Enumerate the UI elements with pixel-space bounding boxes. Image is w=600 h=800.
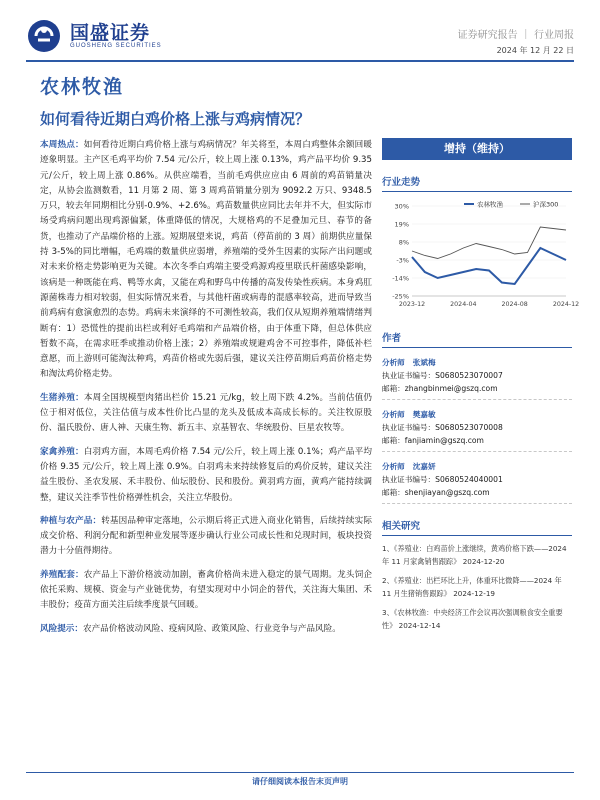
- author-email[interactable]: 邮箱：zhangbinmei@gszq.com: [382, 384, 498, 393]
- section-supporting: [40, 568, 372, 614]
- logo-icon: [26, 18, 62, 54]
- section-poultry: [40, 445, 372, 506]
- author-role: 分析师: [382, 358, 405, 367]
- x-tick-label: 2024-08: [501, 301, 528, 308]
- page-footer: 请仔细阅读本报告末页声明: [252, 777, 348, 786]
- sidebar: [382, 138, 580, 638]
- y-tick-label: -3%: [396, 256, 409, 265]
- related-section-title: 相关研究: [382, 518, 572, 536]
- company-logo: [26, 18, 166, 54]
- author-email[interactable]: 邮箱：fanjiamin@gszq.com: [382, 436, 484, 445]
- author-cert: 执业证书编号：S0680524040001: [382, 475, 503, 484]
- section-risk: [40, 622, 372, 637]
- section-label: 家禽养殖：: [40, 446, 84, 457]
- x-tick-label: 2023-12: [398, 301, 426, 308]
- author-email[interactable]: 邮箱：shenjiayan@gszq.com: [382, 488, 490, 497]
- report-subtitle: 如何看待近期白鸡价格上涨与鸡病情况？: [40, 110, 311, 128]
- section-text: 农产品价格波动风险、疫病风险、政策风险、行业竞争与产品风险。: [82, 623, 341, 634]
- report-date: 2024 年 12 月 22 日: [496, 46, 574, 55]
- section-text: 白羽鸡方面，本周毛鸡价格 7.54 元/公斤，较上周上涨 0.1%；鸡产品平均价格 9.35 元/公斤，较上周上涨 0.9%。白羽鸡未来持续修复后的鸡价反转，建议关注益生股份、圣农发展、禾丰股份、仙坛股份、民和股份。黄羽鸡方面，黄鸡产能持续调整，建议关注季节性价格弹性机会，关注立华股份。: [40, 446, 372, 503]
- section-hotspot: [40, 138, 372, 383]
- header-divider: [26, 60, 574, 62]
- section-text: 本周全国规模型肉猪出栏价 15.21 元/kg，较上周下跌 4.2%。当前估值仍位于相对低位，关注估值与成本性价比凸显的龙头及低成本高成长标的。关注牧原股份、温氏股份、唐人神、天康生物、新五丰、京基智农、华统股份、巨星农牧等。: [40, 392, 372, 434]
- author-name: 沈嘉妍: [412, 462, 436, 471]
- report-category: 证券研究报告 ｜ 行业周报: [457, 30, 574, 41]
- x-tick-label: 2024-04: [450, 301, 477, 308]
- y-tick-label: 30%: [394, 202, 409, 211]
- section-text: 农产品上下游价格波动加剧，畜禽价格尚未进入稳定的景气周期。龙头饲企依托采购、规模、资金与产业链优势，有望实现对中小饲企的替代，关注海大集团、禾丰股份；疫苗方面关注后续季度景气回暖。: [40, 569, 372, 611]
- rating-badge: 增持（维持）: [382, 138, 572, 160]
- section-label: 种植与农产品：: [40, 515, 102, 526]
- market-chart-svg: [382, 196, 580, 316]
- market-chart: [382, 196, 580, 316]
- y-tick-label: -25%: [392, 292, 409, 301]
- x-tick-label: 2024-12: [552, 301, 580, 308]
- author-name: 樊嘉敏: [412, 410, 436, 419]
- section-label: 本周热点：: [40, 140, 84, 150]
- y-tick-label: 8%: [398, 238, 409, 247]
- logo-text-en: GUOSHENG SECURITIES: [70, 43, 162, 49]
- related-item[interactable]: 1、《养殖业：白鸡苗价上涨继续，黄鸡价格下跌——2024 年 11 月家禽销售跟踪》 2024-12-20: [382, 544, 567, 566]
- section-text: 如何看待近期白鸡价格上涨与鸡病情况？年关将至，本周白鸡整体余额回暖迹象明显。主产区毛鸡平均价 7.54 元/公斤，较上周上涨 0.13%，鸡产品平均价 9.35 元/公斤，较上周上涨 0.86%。从供应端看，当前毛鸡供应应由 6 周前的鸡苗销量决定，从协会监测数看，11 月第 2 周、第 3 周鸡苗销量分别为 9092.2 万只、9348.5 万只，较去年同期相比分别-0.9%、+2.6%。鸡苗数量供应同比去年并不大，但实际市场受鸡病问题出现鸡源偏紧，体重降低的情况，大规格鸡的不足叠加元旦、春节的备货，也推动了产品端价格的上涨。短期展望来说，鸡苗（停苗前的 3 周）前期供应量保持 3-5%的同比增幅，毛鸡端的数量供应弱增，养殖端的受外生因素的实际产出问题或对未来价格走势影响更为关键。本次冬季白鸡端主要受鸡源鸡疫里联氏杆菌感染影响，该病是一种既能在鸡、鸭等水禽，又能在鸡和野鸟中传播的高发传染性疾病。本身鸡肛源菌株毒力相对较弱，但实际情况来看，与其他杆菌或病毒的混感率较高，进而导致当前鸡病有愈演愈烈的态势。鸡病未来演绎的不可测性较高，我们仅从短期养殖端情绪判断有：1）恐慌性的提前出栏或利好毛鸡端和产品端价格，由于体重下降，但总体供应暂数不高，在需求旺季或推动价格上涨；2）养殖端或规避鸡舍不可控事件，降低补栏意愿，而上游则可能淘汰种鸡，鸡苗价格或先弱后强，建议关注停苗期后鸡苗价格走势和淘汰鸡价格走势。: [40, 140, 372, 380]
- series-line-agri: [412, 248, 566, 284]
- related-list: [382, 542, 572, 632]
- section-text: 转基因品种审定落地，公示期后将正式进入商业化销售，后续持续实际成交价格、利润分配和新型种业发展等逐步确认行业公司成长性和兑现时间，板块投资潜力十分值得期待。: [40, 515, 372, 557]
- legend-label: 农林牧渔: [477, 200, 503, 209]
- authors-section-title: 作者: [382, 330, 572, 348]
- y-tick-label: 19%: [394, 220, 409, 229]
- series-line-csi300: [412, 227, 566, 259]
- author-card: [382, 460, 572, 504]
- author-name: 张斌梅: [412, 358, 436, 367]
- author-cert: 执业证书编号：S0680523070007: [382, 371, 503, 380]
- section-label: 生猪养殖：: [40, 392, 84, 403]
- section-label: 风险提示：: [40, 623, 83, 634]
- author-cert: 执业证书编号：S0680523070008: [382, 423, 503, 432]
- y-tick-label: -14%: [392, 274, 409, 283]
- footer-divider: [26, 772, 574, 773]
- section-label: 养殖配套：: [40, 569, 84, 580]
- related-item[interactable]: 3、《农林牧渔：中央经济工作会议再次强调粮食安全重要性》 2024-12-14: [382, 608, 563, 630]
- author-card: [382, 408, 572, 452]
- logo-text-cn: 国盛证券: [70, 22, 151, 44]
- report-title: 农林牧渔: [40, 76, 125, 98]
- related-item[interactable]: 2、《养殖业：出栏环比上升，体重环比微降——2024 年 11 月生猪销售跟踪》 2024-12-19: [382, 576, 562, 598]
- author-card: [382, 356, 572, 400]
- author-role: 分析师: [382, 462, 405, 471]
- section-planting: [40, 514, 372, 560]
- author-role: 分析师: [382, 410, 405, 419]
- legend-label: 沪深300: [533, 200, 559, 209]
- page-header: [0, 0, 600, 62]
- market-section-title: 行业走势: [382, 174, 572, 192]
- main-content: [40, 138, 372, 645]
- section-hog: [40, 391, 372, 437]
